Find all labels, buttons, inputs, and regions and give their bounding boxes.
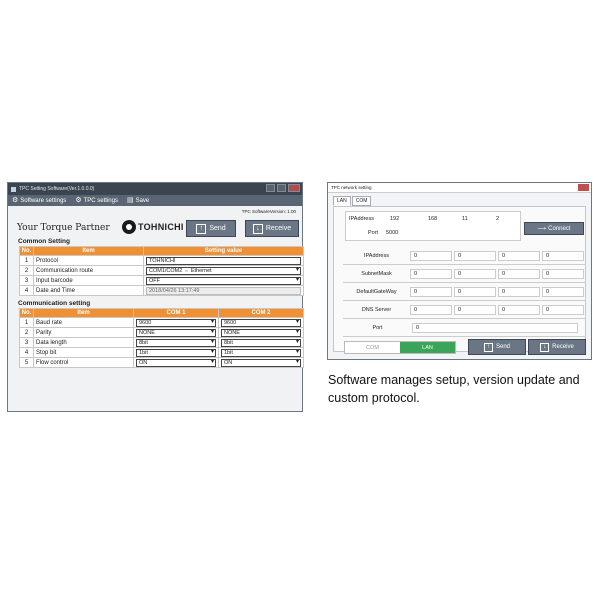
port-input[interactable]: 5000 bbox=[386, 230, 399, 236]
communication-setting-table bbox=[19, 308, 304, 368]
send-button[interactable]: ↑ Send bbox=[468, 339, 526, 355]
communication-route-select[interactable]: COM1/COM2 ⇔ Ethernet ▾ bbox=[146, 267, 301, 275]
common-setting-heading: Common Setting bbox=[18, 238, 70, 245]
mode-com[interactable]: COM bbox=[345, 342, 400, 353]
communication-setting-heading: Communication setting bbox=[18, 300, 91, 307]
flow-control-com1-select[interactable]: ON ▾ bbox=[136, 359, 216, 367]
port-row: Port 0 bbox=[343, 319, 586, 337]
ipaddress-row: IPAddress 0 0 0 0 bbox=[343, 247, 586, 265]
subnetmask-octet[interactable]: 0 bbox=[498, 269, 540, 279]
data-length-com1-select[interactable]: 8bit ▾ bbox=[136, 339, 216, 347]
download-icon: ↓ bbox=[253, 224, 263, 234]
table-row: 4 Stop bit 1bit ▾ 1bit ▾ bbox=[20, 348, 304, 358]
tab-strip bbox=[333, 196, 591, 206]
gateway-octet[interactable]: 0 bbox=[498, 287, 540, 297]
menu-software-settings[interactable]: ⚙ Software settings bbox=[12, 197, 67, 204]
data-length-com2-select[interactable]: 8bit ▾ bbox=[221, 339, 301, 347]
ip-octet-4[interactable]: 2 bbox=[496, 216, 500, 222]
network-settings-grid bbox=[343, 247, 586, 337]
subnetmask-octet[interactable]: 0 bbox=[542, 269, 584, 279]
ip-label: IPAddress bbox=[349, 216, 374, 222]
subnetmask-octet[interactable]: 0 bbox=[454, 269, 496, 279]
ipaddress-octet[interactable]: 0 bbox=[410, 251, 452, 261]
minimize-button[interactable] bbox=[266, 184, 275, 192]
logo-mark-icon bbox=[122, 220, 136, 234]
menu-tpc-settings[interactable]: ⚙ TPC settings bbox=[75, 197, 118, 204]
protocol-field[interactable]: TOHNICHI bbox=[146, 257, 301, 265]
close-button[interactable] bbox=[288, 184, 300, 192]
target-ip-box bbox=[345, 211, 521, 241]
dns-octet[interactable]: 0 bbox=[542, 305, 584, 315]
ipaddress-octet[interactable]: 0 bbox=[454, 251, 496, 261]
input-barcode-select[interactable]: OFF ▾ bbox=[146, 277, 301, 285]
subnetmask-octet[interactable]: 0 bbox=[410, 269, 452, 279]
logo-wordmark: TOHNICHI bbox=[138, 222, 184, 232]
col-item: Item bbox=[34, 247, 144, 256]
save-icon: ▤ bbox=[126, 197, 134, 204]
close-button[interactable] bbox=[578, 184, 589, 191]
table-row: 2 Communication route COM1/COM2 ⇔ Ethernet ▾ bbox=[20, 266, 304, 276]
ip-octet-1[interactable]: 192 bbox=[390, 216, 400, 222]
ip-octet-3[interactable]: 11 bbox=[462, 216, 468, 222]
lan-panel bbox=[333, 206, 586, 352]
col-no: No. bbox=[20, 309, 34, 318]
table-row: 4 Date and Time 2018/04/26 13:17:49 bbox=[20, 286, 304, 296]
receive-button[interactable]: ↓ Receive bbox=[528, 339, 586, 355]
connect-button[interactable]: ⟶ Connect bbox=[524, 222, 584, 235]
flow-control-com2-select[interactable]: ON ▾ bbox=[221, 359, 301, 367]
gear-icon: ⚙ bbox=[12, 197, 19, 204]
dns-octet[interactable]: 0 bbox=[454, 305, 496, 315]
window-title: TPC Setting Software(Ver.1.0.0.0) bbox=[19, 186, 95, 192]
col-item: Item bbox=[34, 309, 134, 318]
ipaddress-octet[interactable]: 0 bbox=[542, 251, 584, 261]
col-setting-value: Setting value bbox=[144, 247, 304, 256]
menu-save[interactable]: ▤ Save bbox=[126, 197, 150, 204]
dns-server-row: DNS Server 0 0 0 0 bbox=[343, 301, 586, 319]
dns-octet[interactable]: 0 bbox=[498, 305, 540, 315]
tohnichi-logo bbox=[122, 220, 184, 234]
table-row: 1 Protocol TOHNICHI bbox=[20, 256, 304, 266]
tab-com[interactable]: COM bbox=[352, 196, 372, 206]
tpc-setting-window bbox=[7, 182, 303, 412]
default-gateway-row: DefaultGateWay 0 0 0 0 bbox=[343, 283, 586, 301]
tpc-network-window bbox=[327, 182, 592, 360]
mode-lan[interactable]: LAN bbox=[400, 342, 455, 353]
receive-button[interactable]: ↓ Receive bbox=[245, 220, 299, 237]
col-no: No. bbox=[20, 247, 34, 256]
tagline: Your Torque Partner bbox=[17, 223, 110, 233]
table-row: 1 Baud rate 9600 ▾ 9600 ▾ bbox=[20, 318, 304, 328]
ip-octet-2[interactable]: 168 bbox=[428, 216, 438, 222]
gateway-octet[interactable]: 0 bbox=[454, 287, 496, 297]
download-icon: ↓ bbox=[540, 343, 549, 352]
gear-icon: ⚙ bbox=[75, 197, 82, 204]
parity-com1-select[interactable]: NONE ▾ bbox=[136, 329, 216, 337]
table-row: 2 Parity NONE ▾ NONE ▾ bbox=[20, 328, 304, 338]
gateway-octet[interactable]: 0 bbox=[410, 287, 452, 297]
app-icon bbox=[11, 187, 16, 192]
caption-text: Software manages setup, version update and custom protocol. bbox=[328, 373, 580, 405]
mode-toggle[interactable] bbox=[344, 341, 456, 354]
port-row-input[interactable]: 0 bbox=[412, 323, 578, 333]
table-row: 3 Input barcode OFF ▾ bbox=[20, 276, 304, 286]
table-row: 5 Flow control ON ▾ ON ▾ bbox=[20, 358, 304, 368]
port-label: Port bbox=[368, 230, 379, 236]
window-title: TPC network setting bbox=[331, 185, 372, 190]
software-version: TPC SoftwareVersion: 1.00 bbox=[241, 209, 296, 214]
table-row: 3 Data length 8bit ▾ 8bit ▾ bbox=[20, 338, 304, 348]
dns-octet[interactable]: 0 bbox=[410, 305, 452, 315]
brand-row bbox=[8, 215, 302, 237]
baud-rate-com2-select[interactable]: 9600 ▾ bbox=[221, 319, 301, 327]
col-com2: COM 2 bbox=[219, 309, 304, 318]
parity-com2-select[interactable]: NONE ▾ bbox=[221, 329, 301, 337]
title-bar bbox=[8, 183, 302, 195]
col-com1: COM 1 bbox=[134, 309, 219, 318]
subnetmask-row: SubnetMask 0 0 0 0 bbox=[343, 265, 586, 283]
connect-arrow-icon: ⟶ bbox=[537, 226, 547, 232]
common-setting-table bbox=[19, 246, 304, 296]
menu-bar bbox=[8, 195, 302, 206]
maximize-button[interactable] bbox=[277, 184, 286, 192]
send-button[interactable]: ↑ Send bbox=[186, 220, 236, 237]
ipaddress-octet[interactable]: 0 bbox=[498, 251, 540, 261]
gateway-octet[interactable]: 0 bbox=[542, 287, 584, 297]
stop-bit-com1-select[interactable]: 1bit ▾ bbox=[136, 349, 216, 357]
tab-lan[interactable]: LAN bbox=[333, 196, 351, 206]
baud-rate-com1-select[interactable]: 9600 ▾ bbox=[136, 319, 216, 327]
upload-icon: ↑ bbox=[484, 343, 493, 352]
title-bar bbox=[328, 183, 591, 193]
date-time-field: 2018/04/26 13:17:49 bbox=[146, 287, 301, 295]
upload-icon: ↑ bbox=[196, 224, 206, 234]
stop-bit-com2-select[interactable]: 1bit ▾ bbox=[221, 349, 301, 357]
